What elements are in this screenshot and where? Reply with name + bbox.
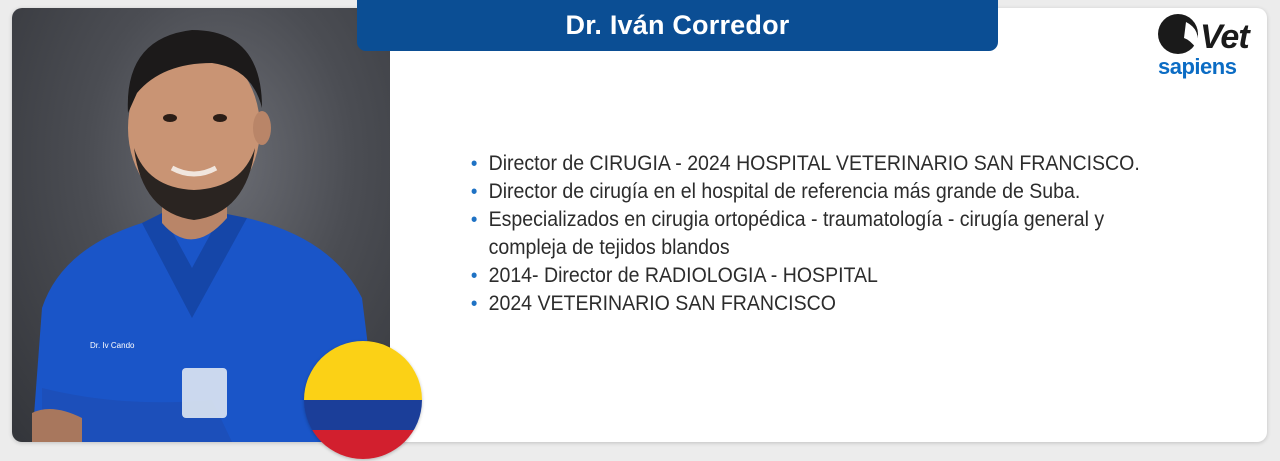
scrub-name-badge: Dr. Iv Cando (90, 341, 135, 350)
flag-stripe-blue (304, 400, 422, 430)
bullet-icon: • (470, 293, 478, 315)
bullet-icon: • (470, 181, 478, 203)
list-item: • 2024 VETERINARIO SAN FRANCISCO (470, 290, 1158, 318)
list-item: • Director de CIRUGIA - 2024 HOSPITAL VETERINARIO SAN FRANCISCO. (470, 150, 1158, 178)
colombia-flag-icon (304, 341, 422, 459)
name-banner (357, 0, 998, 51)
list-item: • Director de cirugía en el hospital de referencia más grande de Suba. (470, 178, 1158, 206)
list-item: • Especializados en cirugia ortopédica - traumatología - cirugía general y compleja de tejidos blandos (470, 208, 1105, 259)
bullet-icon: • (470, 209, 478, 231)
list-item: • 2014- Director de RADIOLOGIA - HOSPITAL (470, 262, 1158, 290)
credentials-list (470, 150, 1210, 318)
logo-word-vet: Vet (1200, 18, 1249, 56)
vet-sapiens-logo (1156, 12, 1260, 82)
logo-word-sapiens: sapiens (1158, 54, 1237, 79)
flag-stripe-red (304, 430, 422, 460)
doctor-name: Dr. Iván Corredor (565, 10, 790, 40)
bullet-icon: • (470, 265, 478, 287)
bullet-icon: • (470, 153, 478, 175)
